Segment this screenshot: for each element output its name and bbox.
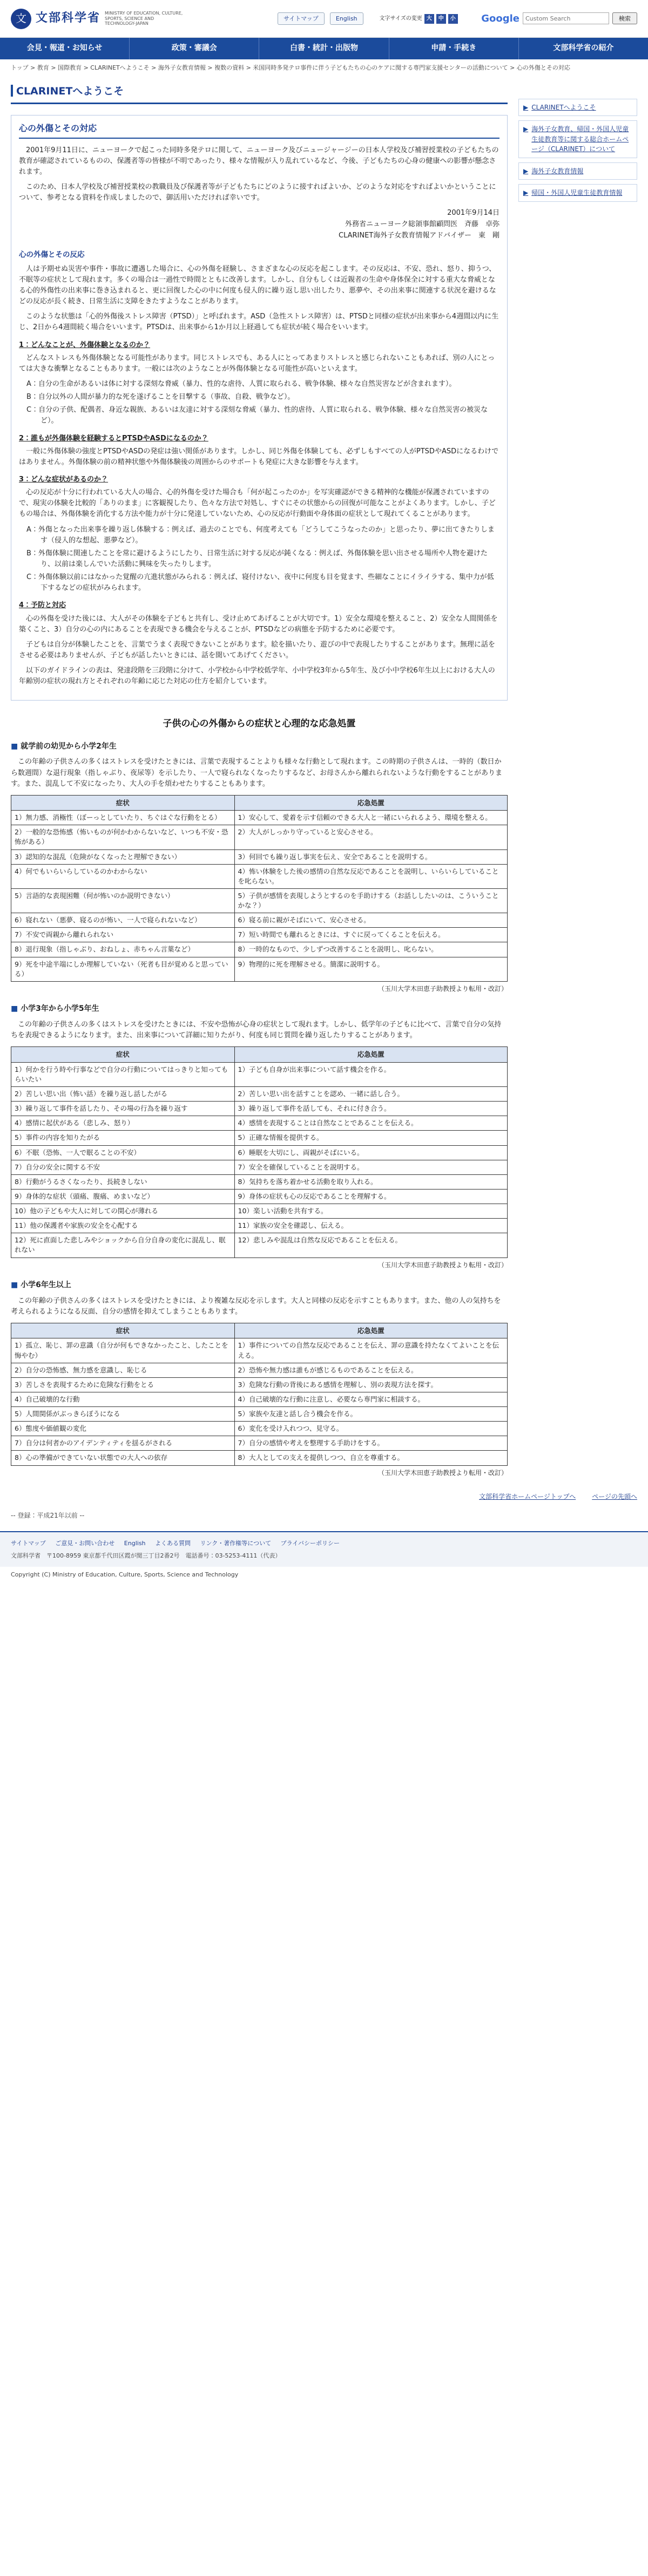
copyright: Copyright (C) Ministry of Education, Culture, Sports, Science and Technology <box>11 1571 239 1579</box>
footer-address: 文部科学省 〒100-8959 東京都千代田区霞が関三丁目2番2号 電話番号：03-5253-4111（代表） <box>11 1552 281 1560</box>
page-title: CLARINETへようこそ <box>11 80 508 104</box>
symptom-cell: 1）孤立、恥じ、罪の意識（自分が何もできなかったこと、したことを悔やむ） <box>11 1338 235 1363</box>
age-group-heading-older: ■ 小学6年生以上 <box>11 1280 508 1292</box>
response-cell: 2）苦しい思い出を話すことを認め、一緒に話し合う。 <box>234 1087 507 1102</box>
response-cell: 2）恐怖や無力感は誰もが感じるものであることを伝える。 <box>234 1363 507 1377</box>
response-cell: 11）家族の安全を確認し、伝える。 <box>234 1219 507 1233</box>
font-size-small-button[interactable]: 小 <box>448 14 458 24</box>
sub-heading-reaction: 心の外傷とその反応 <box>19 250 85 259</box>
question-2-body: 一般に外傷体験の強度とPTSDやASDの発症は強い関係があります。しかし、同じ外傷を体験しても、必ずしもすべての人がPTSDやASDになるわけではありません。外傷体験の前の精神状態や外傷体験後の周囲からのサポートも発症に大きな影響を与えます。 <box>19 447 499 466</box>
symptom-cell: 7）自分の安全に関する不安 <box>11 1160 235 1174</box>
back-to-top-link[interactable]: ページの先頭へ <box>592 1493 637 1501</box>
site-search <box>481 11 637 26</box>
nav-policy[interactable]: 政策・審議会 <box>130 38 259 59</box>
response-cell: 7）自分の感情や考えを整理する手助けをする。 <box>234 1436 507 1451</box>
question-3-list <box>19 525 500 594</box>
sidebar-item-label: 帰国・外国人児童生徒教育情報 <box>531 189 623 197</box>
updated-date: -- 登録：平成21年以前 -- <box>11 1511 85 1519</box>
nav-applications[interactable]: 申請・手続き <box>389 38 519 59</box>
sidebar-item-overseas[interactable] <box>518 162 637 180</box>
symptom-cell: 9）死を中途半端にしか理解していない（死者も目が覚めると思っている） <box>11 957 235 981</box>
table-row <box>11 1436 508 1451</box>
table-row <box>11 864 508 888</box>
table-row <box>11 1219 508 1233</box>
response-cell: 10）楽しい活動を共有する。 <box>234 1204 507 1219</box>
response-cell: 1）安心して、愛着を示す信頼のできる大人と一緒にいられるよう、環境を整える。 <box>234 811 507 825</box>
question-1-list <box>19 379 500 427</box>
response-cell: 3）繰り返して事件を話しても、それに付き合う。 <box>234 1102 507 1116</box>
prevention-paragraph-2: 子どもは自分が体験したことを、言葉でうまく表現できないことがあります。絵を描いたり、遊びの中で表現したりすることがあります。無理に話をさせる必要はありませんが、子どもが話したいときには、話を聞いてあげてください。 <box>19 640 495 660</box>
symptom-cell: 5）人間関係がぶっきらぼうになる <box>11 1407 235 1422</box>
response-cell: 1）子ども自身が出来事について話す機会を作る。 <box>234 1062 507 1086</box>
table-row <box>11 1189 508 1204</box>
logo-mark: 文 <box>11 9 31 29</box>
list-item: B：外傷体験に関連したことを常に避けるようにしたり、日常生活に対する反応が鈍くなる：例えば、外傷体験を思い出させる場所や人物を避けたり、以前は楽しんでいた活動に興味を失ったりします。 <box>26 549 488 568</box>
signature-block <box>19 208 500 241</box>
symptom-cell: 6）不眠（恐怖、一人で眠ることの不安） <box>11 1145 235 1160</box>
symptom-cell: 4）何でもいらいらしているのかわからない <box>11 864 235 888</box>
table-row <box>11 1377 508 1392</box>
breadcrumb[interactable]: トップ > 教育 > 国際教育 > CLARINETへようこそ > 海外子女教育情報 > 複数の資料 > 米国同時多発テロ事件に伴う子どもたちの心のケアに関する専門家支援センターの活動について > 心の外傷とその対応 <box>11 64 570 71</box>
site-header <box>0 0 648 38</box>
response-cell: 12）悲しみや混乱は自然な反応であることを伝える。 <box>234 1233 507 1258</box>
article-heading: 心の外傷とその対応 <box>19 122 500 139</box>
signature-1: 外務省ニューヨーク総領事館顧問医 斉藤 卓弥 <box>345 220 500 229</box>
symptom-cell: 11）他の保護者や家族の安全を心配する <box>11 1219 235 1233</box>
response-cell: 3）何回でも繰り返し事実を伝え、安全であることを説明する。 <box>234 849 507 864</box>
nav-about[interactable]: 文部科学省の紹介 <box>553 44 614 53</box>
response-cell: 4）自己破壊的な行動に注意し、必要なら専門家に相談する。 <box>234 1392 507 1406</box>
sidebar-item-label: 海外子女教育、帰国・外国人児童生徒教育等に関する総合ホームページ（CLARINET）について <box>531 125 629 153</box>
guideline-table-middle <box>11 1046 508 1258</box>
response-cell: 2）大人がしっかり守っていると安心させる。 <box>234 825 507 849</box>
col-symptom: 症状 <box>11 1047 235 1062</box>
symptom-cell: 3）認知的な混乱（危険がなくなったと理解できない） <box>11 849 235 864</box>
table-row <box>11 1407 508 1422</box>
question-2-heading: 2：誰もが外傷体験を経験するとPTSDやASDになるのか？ <box>19 434 208 443</box>
symptom-cell: 4）感情に起伏がある（悲しみ、怒り） <box>11 1116 235 1131</box>
symptom-cell: 5）事件の内容を知りたがる <box>11 1131 235 1145</box>
sitemap-link[interactable]: サイトマップ <box>278 12 325 25</box>
site-footer <box>0 1531 648 1567</box>
symptom-cell: 2）一般的な恐怖感（怖いものが何かわからないなど、いつも不安・恐怖がある） <box>11 825 235 849</box>
guideline-table-young <box>11 795 508 982</box>
nav-press[interactable]: 会見・報道・お知らせ <box>0 38 130 59</box>
table-row <box>11 1451 508 1465</box>
question-1-body: どんなストレスも外傷体験となる可能性があります。同じストレスでも、ある人にとってあまりストレスと感じられないこともあれば、別の人にとっては大きな衝撃となることもあります。一般には次のようなことが外傷体験となる可能性が高いといえます。 <box>19 354 495 373</box>
age-group-heading-middle: ■ 小学3年から小学5年生 <box>11 1003 508 1015</box>
table-row <box>11 1338 508 1363</box>
logo-japanese: 文部科学省 <box>36 11 101 25</box>
list-item: B：自分以外の人間が暴力的な死を遂げることを目撃する（事故、自殺、戦争など）。 <box>26 393 295 402</box>
response-cell: 5）子供が感情を表現しようとするのを手助けする（お話ししたいのは、こういうことかな？） <box>234 888 507 913</box>
search-input[interactable] <box>523 12 609 24</box>
response-cell: 7）安全を確保していることを説明する。 <box>234 1160 507 1174</box>
table-row <box>11 811 508 825</box>
symptom-cell: 8）心の準備ができていない状態での大人への依存 <box>11 1451 235 1465</box>
sidebar-item-about[interactable] <box>518 120 637 158</box>
trauma-article <box>11 115 508 701</box>
list-item: C：自分の子供、配偶者、身近な親族、あるいは友達に対する深刻な脅威（暴力、性的虐待、人質に取られる、戦争体験、様々な自然災害の被災など）。 <box>26 406 488 425</box>
symptom-cell: 10）他の子どもや大人に対しての関心が薄れる <box>11 1204 235 1219</box>
response-cell: 8）気持ちを落ち着かせる活動を取り入れる。 <box>234 1174 507 1189</box>
table-row <box>11 1422 508 1436</box>
font-size-medium-button[interactable]: 中 <box>436 14 446 24</box>
article-date: 2001年9月14日 <box>447 209 500 218</box>
list-item: C：外傷体験以前にはなかった覚醒の亢進状態がみられる：例えば、寝付けない、夜中に何度も目を覚ます、些細なことにイライラする、集中力が低下するなどの症状がみられます。 <box>26 573 494 593</box>
english-link[interactable]: English <box>330 12 363 25</box>
symptom-cell: 5）言語的な表現困難（何が怖いのか説明できない） <box>11 888 235 913</box>
response-cell: 4）怖い体験をした後の感情の自然な反応であることを説明し、いらいらしていることを叱らない。 <box>234 864 507 888</box>
response-cell: 7）短い時間でも離れるときには、すぐに戻ってくることを伝える。 <box>234 928 507 942</box>
response-cell: 9）物理的に死を理解させる。簡潔に説明する。 <box>234 957 507 981</box>
age-group-intro-middle: この年齢の子供さんの多くはストレスを受けたときには、不安や恐怖が心身の症状として現れます。しかし、低学年の子どもに比べて、言葉で自分の気持ちを表現できるようになります。また、出来事について詳細に知りたがり、何度も同じ質問を繰り返したりすることがあります。 <box>11 1021 502 1040</box>
response-cell: 6）変化を受け入れつつ、見守る。 <box>234 1422 507 1436</box>
response-cell: 9）身体の症状も心の反応であることを理解する。 <box>234 1189 507 1204</box>
response-cell: 6）睡眠を大切にし、両親がそばにいる。 <box>234 1145 507 1160</box>
footer-link[interactable]: サイトマップ <box>11 1540 46 1547</box>
table-row <box>11 1102 508 1116</box>
symptom-cell: 8）行動がうるさくなったり、長続きしない <box>11 1174 235 1189</box>
font-size-switcher <box>380 14 458 24</box>
nav-publications[interactable]: 白書・統計・出版物 <box>259 38 389 59</box>
table-row <box>11 825 508 849</box>
search-button[interactable]: 検索 <box>612 12 637 24</box>
prevention-paragraph-1: 心の外傷を受けた後には、大人がその体験を子どもと共有し、受け止めてあげることが大切です。1）安全な環境を整えること、2）安全な人間関係を築くこと、3）自分の心の内にあることを表現できる機会を与えることが、PTSDなどの病態を予防するために必要です。 <box>19 614 498 634</box>
table-row <box>11 957 508 981</box>
table-row <box>11 1145 508 1160</box>
question-4-heading: 4：予防と対応 <box>19 601 66 610</box>
home-link[interactable]: 文部科学省ホームページトップへ <box>479 1493 576 1501</box>
arrow-icon: ▶ <box>523 189 529 197</box>
signature-2: CLARINET海外子女教育情報アドバイザー 東 剛 <box>339 232 500 240</box>
response-cell: 8）一時的なもので、少しずつ改善することを説明し、叱らない。 <box>234 942 507 957</box>
reaction-paragraph-2: このような状態は「心的外傷後ストレス障害（PTSD）」と呼ばれます。ASD（急性ストレス障害）は、PTSDと同様の症状が出来事から4週間以内に生じ、2日から4週間続く場合をいいます。PTSDは、出来事から1か月以上経過しても症状が続く場合をいいます。 <box>19 312 499 332</box>
response-cell: 8）大人としての支えを提供しつつ、自立を尊重する。 <box>234 1451 507 1465</box>
table-row <box>11 1233 508 1258</box>
intro-paragraph-2: このため、日本人学校及び補習授業校の教職員及び保護者等が子どもたちにどのように接すればよいか、どのような対応をすればよいかということについて、参考となる資料を作成しましたので、御活用いただければ幸いです。 <box>19 183 496 202</box>
table-row <box>11 928 508 942</box>
page-navigation <box>0 1483 648 1511</box>
table-row <box>11 913 508 928</box>
table-source: （玉川大学木田恵子助教授より転用・改訂） <box>377 1261 508 1269</box>
footer-link[interactable]: English <box>124 1540 146 1547</box>
response-cell: 3）危険な行動の背後にある感情を理解し、別の表現方法を探す。 <box>234 1377 507 1392</box>
symptom-cell: 8）退行現象（指しゃぶり、おねしょ、赤ちゃん言葉など） <box>11 942 235 957</box>
table-row <box>11 1160 508 1174</box>
col-symptom: 症状 <box>11 795 235 810</box>
footer-link[interactable]: よくある質問 <box>155 1540 191 1547</box>
response-cell: 5）家族や友達と話し合う機会を作る。 <box>234 1407 507 1422</box>
reaction-paragraph-1: 人は予期せぬ災害や事件・事故に遭遇した場合に、心の外傷を経験し、さまざまな心の反応を起こします。その反応は、不安、恐れ、怒り、抑うつ、不眠等の症状として現れます。多くの場合は一過性で時間とともに改善します。しかし、自分もしくは近親者の生命や身体保全に対する重大な脅威となる心的外傷性の出来事に巻き込まれると、更に回復した心の中に何度も侵入的に繰り返し思い出したり、悪夢や、その出来事に関連する状況を避けるなどの反応が長く続き、日常生活に支障をきたすようなことがあります。 <box>19 264 496 306</box>
table-source: （玉川大学木田恵子助教授より転用・改訂） <box>377 1469 508 1477</box>
symptom-cell: 3）繰り返して事件を話したり、その場の行為を繰り返す <box>11 1102 235 1116</box>
footer-link[interactable]: プライバシーポリシー <box>280 1540 340 1547</box>
symptom-cell: 1）無力感、消極性（ぼーっとしていたり、ちぐはぐな行動をとる） <box>11 811 235 825</box>
table-row <box>11 1087 508 1102</box>
age-group-heading-young: ■ 就学前の幼児から小学2年生 <box>11 741 508 753</box>
arrow-icon: ▶ <box>523 167 529 175</box>
symptom-cell: 6）寝れない（悪夢、寝るのが怖い、一人で寝られないなど） <box>11 913 235 928</box>
table-row <box>11 1204 508 1219</box>
symptom-cell: 2）自分の恐怖感、無力感を意識し、恥じる <box>11 1363 235 1377</box>
sidebar-item-returnee[interactable] <box>518 184 637 202</box>
sidebar-item-label: 海外子女教育情報 <box>531 167 584 175</box>
prevention-paragraph-3: 以下のガイドラインの表は、発達段階を三段階に分けて、小学校から中学校低学年、小中学校3年から5年生、及び小中学校6年生以上における大人の年齢別の症状の現れ方とそれぞれの年齢に応じた対応の仕方を紹介しています。 <box>19 667 495 686</box>
symptom-cell: 7）不安で両親から離れられない <box>11 928 235 942</box>
age-group-intro-older: この年齢の子供さんの多くはストレスを受けたときには、より複雑な反応を示します。大人と同様の反応を示すこともあります。また、他の人の気持ちを考えられるようになる反面、自分の感情を抑えてしまうこともあります。 <box>11 1296 501 1316</box>
table-row <box>11 942 508 957</box>
question-3-body: 心の反応が十分に行われている大人の場合、心的外傷を受けた場合も「何が起こったのか」を写実確認ができる精神的な機能が保護されていますので、現実の体験を比較的「ありのまま」に客観視したり、色々な方法で対処し、すぐにその状態からの回復が可能なことがよくあります。しかし、子どもの場合は、外傷体験を消化する方法や能力が十分に発達していないため、心の反応が行動面や身体面の症状として現れてくることがあります。 <box>19 488 496 519</box>
footer-link[interactable]: リンク・著作権等について <box>200 1540 272 1547</box>
logo-english: MINISTRY OF EDUCATION, CULTURE, SPORTS, SCIENCE AND TECHNOLOGY-JAPAN <box>105 11 183 26</box>
col-symptom: 症状 <box>11 1323 235 1338</box>
response-cell: 5）正確な情報を提供する。 <box>234 1131 507 1145</box>
intro-paragraph-1: 2001年9月11日に、ニューヨークで起こった同時多発テロに関して、ニューヨーク及びニュージャージーの日本人学校及び補習授業校の子どもたちの教育が確認されているものの、保護者等の皆様が不明であったり、様々な情報が入り乱れているなど、今後、子どもたちの心身の健康への影響が懸念されます。 <box>19 146 499 176</box>
guideline-title: 子供の心の外傷からの症状と心理的な応急処置 <box>163 718 356 730</box>
table-row <box>11 1062 508 1086</box>
main-content <box>11 77 508 1484</box>
font-size-large-button[interactable]: 大 <box>424 14 434 24</box>
response-cell: 6）寝る前に親がそばにいて、安心させる。 <box>234 913 507 928</box>
footer-links <box>11 1539 637 1548</box>
table-row <box>11 1131 508 1145</box>
response-cell: 4）感情を表現することは自然なことであることを伝える。 <box>234 1116 507 1131</box>
table-row <box>11 1392 508 1406</box>
guideline-table-older <box>11 1323 508 1466</box>
sidebar <box>518 77 637 1484</box>
arrow-icon: ▶ <box>523 103 529 111</box>
sidebar-item-label: CLARINETへようこそ <box>531 103 596 111</box>
symptom-cell: 4）自己破壊的な行動 <box>11 1392 235 1406</box>
list-item: A：外傷となった出来事を繰り返し体験する：例えば、過去のことでも、何度考えても「どうしてこうなったのか」と思ったり、夢に出てきたりします（侵入的な想起、悪夢など）。 <box>26 525 495 545</box>
question-1-heading: 1：どんなことが、外傷体験となるのか？ <box>19 341 151 349</box>
symptom-cell: 6）態度や価値観の変化 <box>11 1422 235 1436</box>
symptom-cell: 9）身体的な症状（頭痛、腹痛、めまいなど） <box>11 1189 235 1204</box>
table-row <box>11 1116 508 1131</box>
col-response: 応急処置 <box>234 1047 507 1062</box>
google-logo: Google <box>481 12 519 24</box>
col-response: 応急処置 <box>234 795 507 810</box>
sidebar-item-clarinet[interactable] <box>518 99 637 117</box>
arrow-icon: ▶ <box>523 125 529 133</box>
table-source: （玉川大学木田恵子助教授より転用・改訂） <box>377 984 508 993</box>
symptom-cell: 2）苦しい思い出（怖い話）を繰り返し話したがる <box>11 1087 235 1102</box>
response-cell: 1）事件についての自然な反応であることを伝え、罪の意識を持たなくてよいことを伝える。 <box>234 1338 507 1363</box>
global-nav <box>0 38 648 59</box>
symptom-cell: 12）死に直面した悲しみやショックから自分自身の変化に混乱し、眠れない <box>11 1233 235 1258</box>
table-row <box>11 1174 508 1189</box>
table-row <box>11 849 508 864</box>
symptom-cell: 1）何かを行う時や行事などで自分の行動についてはっきりと知ってもらいたい <box>11 1062 235 1086</box>
table-row <box>11 888 508 913</box>
col-response: 応急処置 <box>234 1323 507 1338</box>
question-3-heading: 3：どんな症状があるのか？ <box>19 475 109 484</box>
age-group-intro-young: この年齢の子供さんの多くはストレスを受けたときには、言葉で表現することよりも様々な行動として現れます。この時期の子供さんは、一時的（数日から数週間）な退行現象（指しゃぶり、夜尿等）を示したり、一人で寝られなくなったりするなど、お母さんから離れられないような行動をすることがあります。また、混乱して不安になったり、大人の手を煩わせたりすることもあります。 <box>11 758 503 788</box>
site-logo[interactable] <box>11 9 186 29</box>
table-row <box>11 1363 508 1377</box>
symptom-cell: 7）自分は何者かのアイデンティティを揺るがされる <box>11 1436 235 1451</box>
footer-link[interactable]: ご意見・お問い合わせ <box>55 1540 115 1547</box>
font-size-label: 文字サイズの変更 <box>379 15 422 22</box>
symptom-cell: 3）苦しさを表現するために危険な行動をとる <box>11 1377 235 1392</box>
list-item: A：自分の生命があるいは体に対する深刻な脅威（暴力、性的な虐待、人質に取られる、戦争体験、様々な自然災害などが含まれます）。 <box>26 380 456 389</box>
